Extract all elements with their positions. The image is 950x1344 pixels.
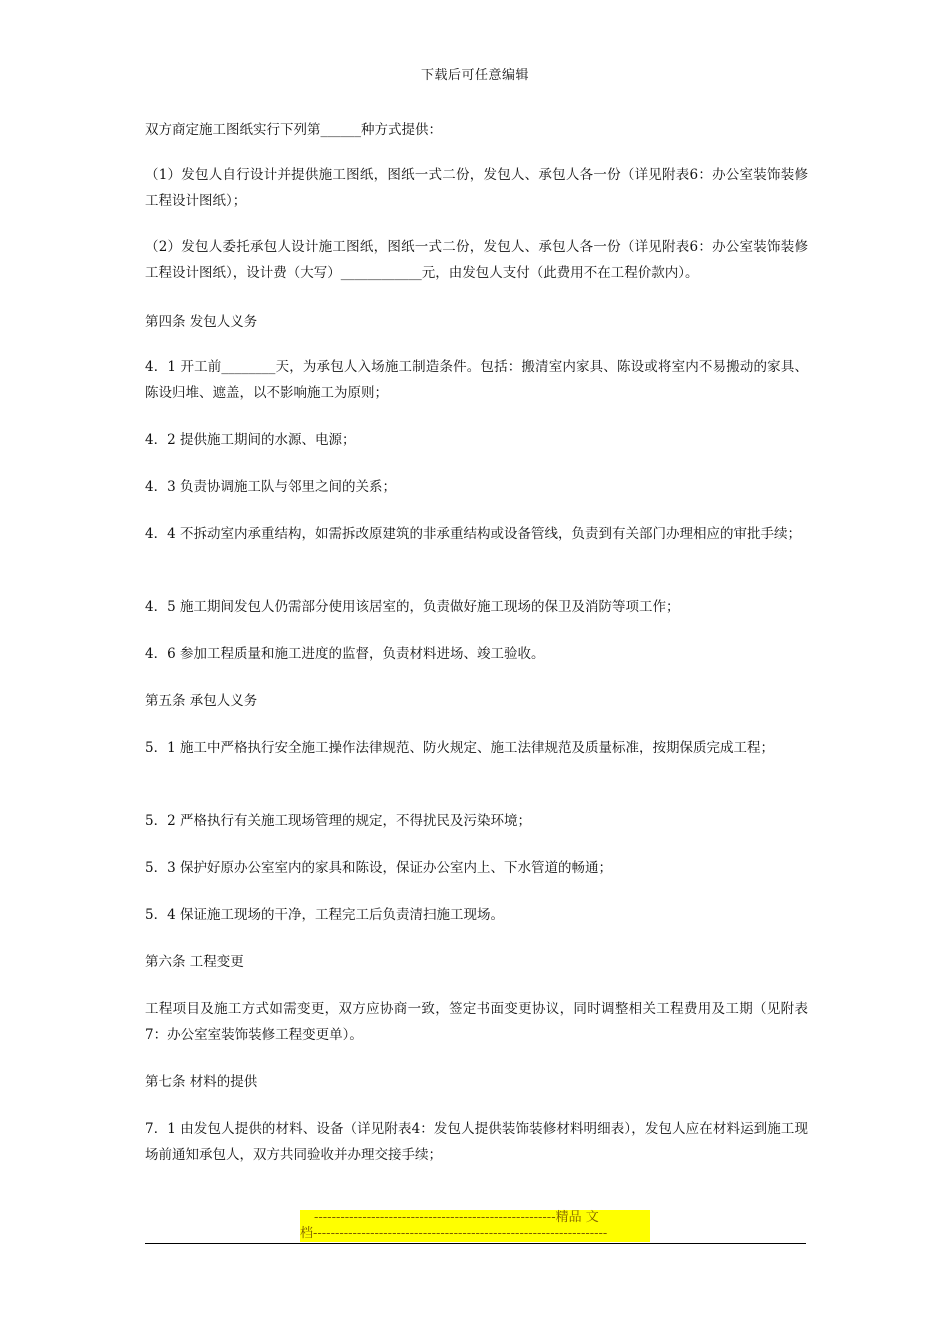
- paragraph: （2）发包人委托承包人设计施工图纸，图纸一式二份，发包人、承包人各一份（详见附表6：办公室装饰装修工程设计图纸），设计费（大写）____________元，由发包人支付（此费用不在工程价款内）。: [145, 239, 808, 281]
- paragraph: 7．1 由发包人提供的材料、设备（详见附表4：发包人提供装饰装修材料明细表），发包人应在材料运到施工现场前通知承包人，双方共同验收并办理交接手续；: [145, 1121, 808, 1163]
- paragraph: （1）发包人自行设计并提供施工图纸，图纸一式二份，发包人、承包人各一份（详见附表6：办公室装饰装修工程设计图纸）；: [145, 167, 808, 209]
- paragraph: 双方商定施工图纸实行下列第______种方式提供：: [145, 122, 442, 138]
- paragraph: 5．3 保护好原办公室室内的家具和陈设，保证办公室内上、下水管道的畅通；: [145, 860, 612, 876]
- paragraph: 4．2 提供施工期间的水源、电源；: [145, 432, 356, 448]
- paragraph: 4．4 不拆动室内承重结构，如需拆改原建筑的非承重结构或设备管线，负责到有关部门办理相应的审批手续；: [145, 526, 801, 542]
- header-note: 下载后可任意编辑: [420, 68, 529, 83]
- section-heading: 第七条 材料的提供: [145, 1074, 258, 1090]
- paragraph: 5．4 保证施工现场的干净，工程完工后负责清扫施工现场。: [145, 907, 504, 923]
- footer-watermark: [300, 1210, 650, 1242]
- paragraph: 5．2 严格执行有关施工现场管理的规定，不得扰民及污染环境；: [145, 813, 531, 829]
- paragraph: 5．1 施工中严格执行安全施工操作法律规范、防火规定、施工法律规范及质量标准，按期保质完成工程；: [145, 740, 774, 756]
- footer-line-2: 档-------------------------------------------------------------------: [300, 1226, 608, 1241]
- section-heading: 第六条 工程变更: [145, 954, 244, 970]
- section-heading: 第四条 发包人义务: [145, 314, 258, 330]
- paragraph: 工程项目及施工方式如需变更，双方应协商一致，签定书面变更协议，同时调整相关工程费用及工期（见附表7：办公室室装饰装修工程变更单）。: [145, 1001, 808, 1043]
- paragraph: 4．3 负责协调施工队与邻里之间的关系；: [145, 479, 396, 495]
- section-heading: 第五条 承包人义务: [145, 693, 258, 709]
- footer-rule: [145, 1243, 806, 1244]
- footer-line-1: -------------------------------------------------------精品 文: [314, 1210, 599, 1225]
- paragraph: 4．1 开工前________天，为承包人入场施工制造条件。包括：搬清室内家具、陈设或将室内不易搬动的家具、陈设归堆、遮盖，以不影响施工为原则；: [145, 359, 808, 401]
- paragraph: 4．6 参加工程质量和施工进度的监督，负责材料进场、竣工验收。: [145, 646, 545, 662]
- paragraph: 4．5 施工期间发包人仍需部分使用该居室的，负责做好施工现场的保卫及消防等项工作；: [145, 599, 680, 615]
